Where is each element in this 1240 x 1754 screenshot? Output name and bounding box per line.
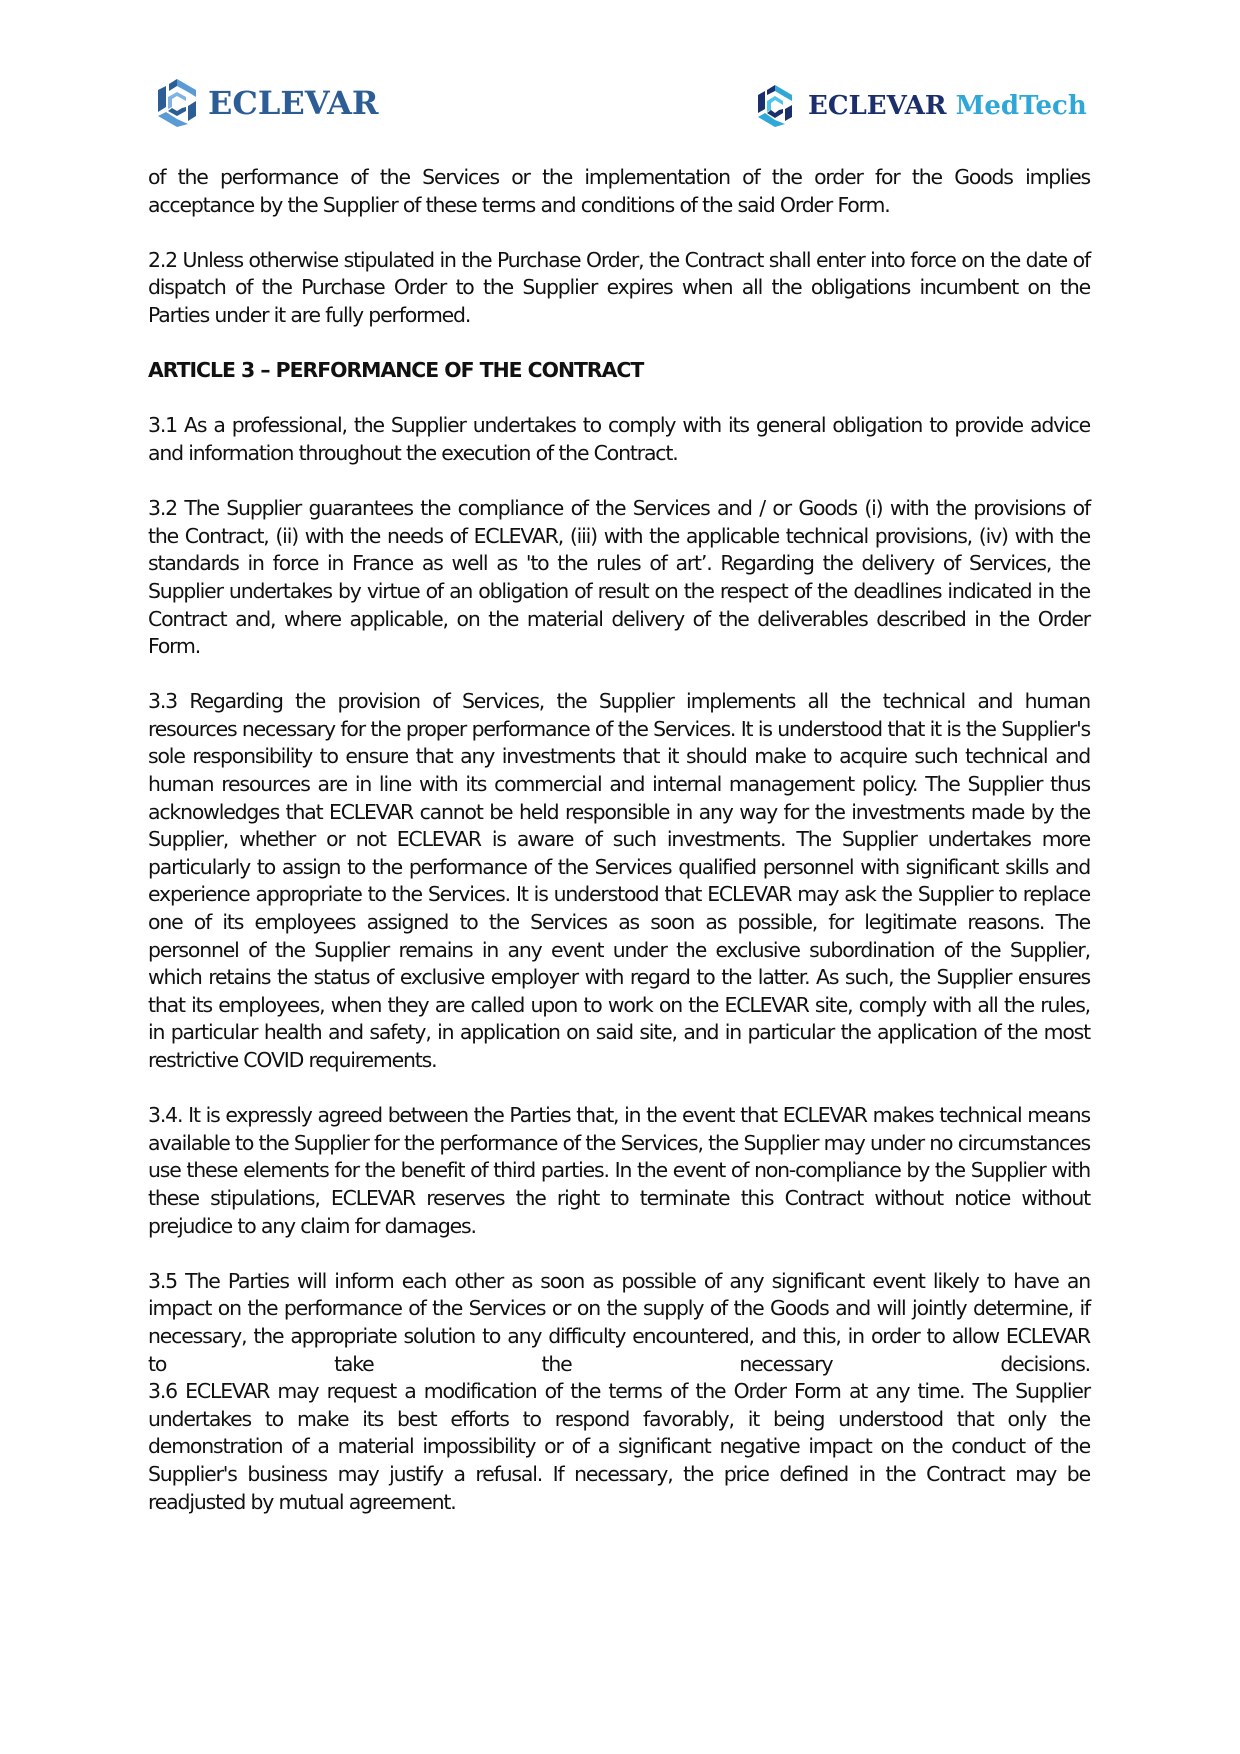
paragraph-continued: of the performance of the Services or the implementation of the order for the Goods implies acceptance by the Supplier of these terms and conditions of the said Order Form. — [148, 165, 1090, 217]
eclevar-hexagon-logo-icon — [152, 77, 202, 129]
logo-text-eclevar: ECLEVAR — [808, 91, 947, 121]
clause-2-2: 2.2 Unless otherwise stipulated in the Purchase Order, the Contract shall enter into force on the date of dispatch of the Purchase Order to the Supplier expires when all the obligations incumbent on the Parties under it are fully performed. — [148, 247, 1090, 327]
clause-3-6: 3.6 ECLEVAR may request a modification of the terms of the Order Form at any time. The Supplier undertakes to make its best efforts to respond favorably, it being understood that only the demonstration of a material impossibility or of a significant negative impact on the conduct of the Supplier's business may justify a refusal. If necessary, the price defined in the Contract may be readjusted by mutual agreement. — [148, 1379, 1090, 1514]
eclevar-medtech-logo-text — [808, 91, 1087, 121]
clause-3-3: 3.3 Regarding the provision of Services, the Supplier implements all the technical and human resources necessary for the proper performance of the Services. It is understood that it is the Supplier's sole responsibility to ensure that any investments that it should make to acquire such technical and human resources are in line with its commercial and internal management policy. The Supplier thus acknowledges that ECLEVAR cannot be held responsible in any way for the investments made by the Supplier, whether or not ECLEVAR is aware of such investments. The Supplier undertakes more particularly to assign to the performance of the Services qualified personnel with significant skills and experience appropriate to the Services. It is understood that ECLEVAR may ask the Supplier to replace one of its employees assigned to the Services as soon as possible, for legitimate reasons. The personnel of the Supplier remains in any event under the exclusive subordination of the Supplier, which retains the status of exclusive employer with regard to the latter. As such, the Supplier ensures that its employees, when they are called upon to work on the ECLEVAR site, comply with all the rules, in particular health and safety, in application on said site, and in particular the application of the most restrictive COVID requirements. — [148, 689, 1090, 1072]
clause-3-4: 3.4. It is expressly agreed between the Parties that, in the event that ECLEVAR makes technical means available to the Supplier for the performance of the Services, the Supplier may under no circumstances use these elements for the benefit of third parties. In the event of non-compliance by the Supplier with these stipulations, ECLEVAR reserves the right to terminate this Contract without notice without prejudice to any claim for damages. — [148, 1103, 1090, 1238]
clause-3-2: 3.2 The Supplier guarantees the compliance of the Services and / or Goods (i) with the provisions of the Contract, (ii) with the needs of ECLEVAR, (iii) with the applicable technical provisions, (iv) with the standards in force in France as well as 'to the rules of art’. Regarding the delivery of Services, the Supplier undertakes by virtue of an obligation of result on the respect of the deadlines indicated in the Contract and, where applicable, on the material delivery of the deliverables described in the Order Form. — [148, 496, 1090, 659]
eclevar-logo — [152, 74, 379, 132]
article-3-heading: ARTICLE 3 – PERFORMANCE OF THE CONTRACT — [148, 358, 644, 383]
eclevar-medtech-logo — [752, 80, 1087, 132]
eclevar-logo-text: ECLEVAR — [208, 84, 379, 122]
logo-text-medtech: MedTech — [955, 91, 1087, 121]
eclevar-medtech-hexagon-logo-icon — [752, 83, 798, 129]
clause-3-5: 3.5 The Parties will inform each other as soon as possible of any significant event likely to have an impact on the performance of the Services or on the supply of the Goods and will jointly determine, if necessary, the appropriate solution to any difficulty encountered, and this, in order to allow ECLEVAR to take the necessary decisions. — [148, 1268, 1090, 1376]
document-body — [148, 164, 1090, 1544]
clause-3-1: 3.1 As a professional, the Supplier undertakes to comply with its general obligation to provide advice and information throughout the execution of the Contract. — [148, 413, 1090, 465]
